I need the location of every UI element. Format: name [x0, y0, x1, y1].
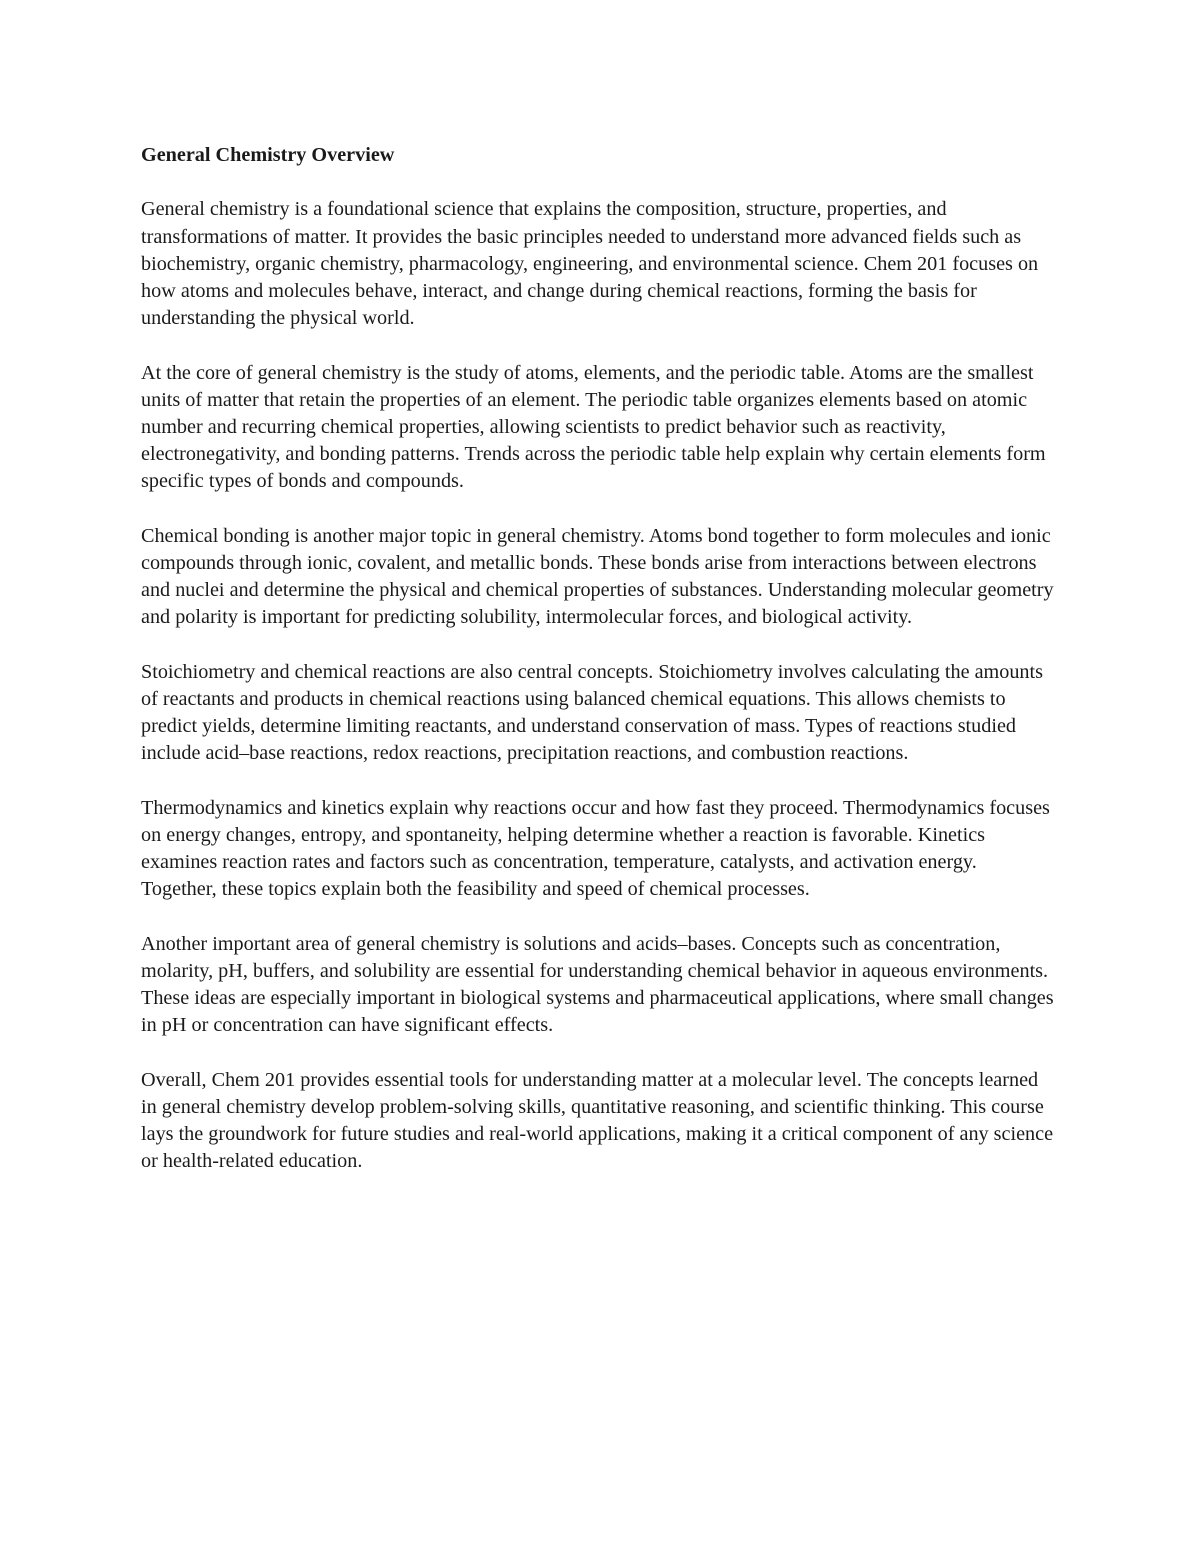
paragraph-solutions-acids-bases: Another important area of general chemistry is solutions and acids–bases. Concepts such as concentration, molarity, pH, buffers, and solubility are essential for understanding chemical behavior in aqueous environments. These ideas are especially important in biological systems and pharmaceutical applications, where small changes in pH or concentration can have significant effects.	[141, 932, 1054, 1037]
paragraph-introduction: General chemistry is a foundational science that explains the composition, structure, properties, and transformations of matter. It provides the basic principles needed to understand more advanced fields such as biochemistry, organic chemistry, pharmacology, engineering, and environmental science. Chem 201 focuses on how atoms and molecules behave, interact, and change during chemical reactions, forming the basis for understanding the physical world.	[141, 198, 1039, 330]
document-body	[141, 142, 1056, 1203]
paragraph-conclusion: Overall, Chem 201 provides essential tools for understanding matter at a molecular level. The concepts learned in general chemistry develop problem-solving skills, quantitative reasoning, and scientific thinking. This course lays the groundwork for future studies and real-world applications, making it a critical component of any science or health-related education.	[141, 1068, 1054, 1173]
paragraph-chemical-bonding: Chemical bonding is another major topic in general chemistry. Atoms bond together to form molecules and ionic compounds through ionic, covalent, and metallic bonds. These bonds arise from interactions between electrons and nuclei and determine the physical and chemical properties of substances. Understanding molecular geometry and polarity is important for predicting solubility, intermolecular forces, and biological activity.	[141, 524, 1054, 629]
document-title: General Chemistry Overview	[141, 144, 395, 166]
paragraph-thermodynamics-kinetics: Thermodynamics and kinetics explain why reactions occur and how fast they proceed. Thermodynamics focuses on energy changes, entropy, and spontaneity, helping determine whether a reaction is favorable. Kinetics examines reaction rates and factors such as concentration, temperature, catalysts, and activation energy. Together, these topics explain both the feasibility and speed of chemical processes.	[141, 796, 1050, 901]
paragraph-atoms-periodic-table: At the core of general chemistry is the study of atoms, elements, and the periodic table. Atoms are the smallest units of matter that retain the properties of an element. The periodic table organizes elements based on atomic number and recurring chemical properties, allowing scientists to predict behavior such as reactivity, electronegativity, and bonding patterns. Trends across the periodic table help explain why certain elements form specific types of bonds and compounds.	[141, 361, 1046, 493]
paragraph-stoichiometry: Stoichiometry and chemical reactions are also central concepts. Stoichiometry involves calculating the amounts of reactants and products in chemical reactions using balanced chemical equations. This allows chemists to predict yields, determine limiting reactants, and understand conservation of mass. Types of reactions studied include acid–base reactions, redox reactions, precipitation reactions, and combustion reactions.	[141, 660, 1043, 765]
